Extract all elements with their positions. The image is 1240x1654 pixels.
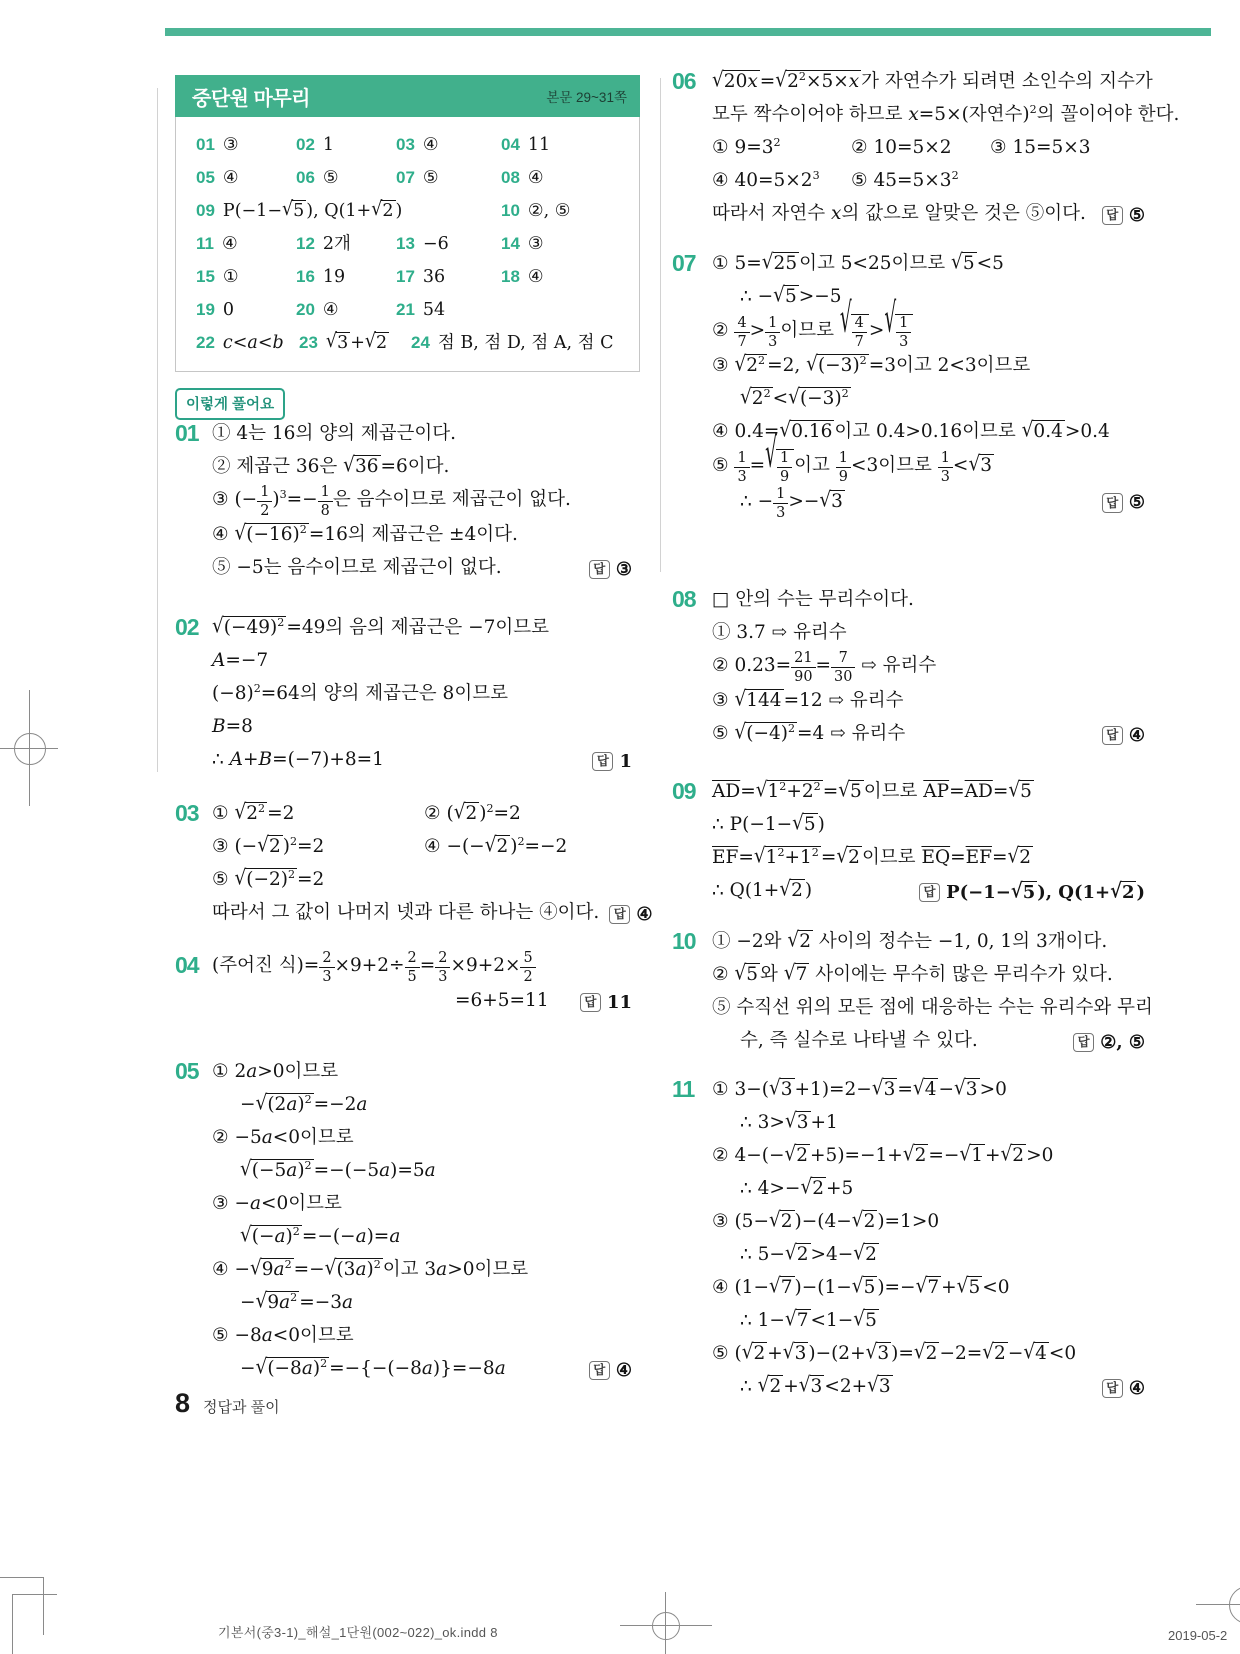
solution-body — [212, 418, 632, 585]
solution-05 — [175, 1056, 632, 1386]
solution-option: ① $√2^2 =2$ — [212, 800, 295, 824]
solution-02 — [175, 612, 632, 777]
solution-body — [712, 248, 1145, 521]
column-guide-middle — [660, 78, 661, 572]
solution-line — [212, 711, 632, 744]
registration-mark-bottom-vline — [665, 1592, 666, 1654]
crop-mark-3 — [12, 1594, 57, 1595]
solution-number: 06 — [672, 68, 696, 94]
answer-badge: 답 — [592, 752, 613, 772]
solution-line — [212, 645, 632, 678]
solution-text: ② 제곱근 36은 √36 =6이다. — [212, 453, 450, 477]
solution-line — [212, 1188, 632, 1221]
registration-mark-right — [1229, 1586, 1240, 1624]
answer-number: 11 — [196, 234, 214, 253]
answer-badge: 답 — [1102, 1379, 1123, 1399]
answer-number: 10 — [501, 201, 520, 220]
solution-number: 08 — [672, 586, 696, 612]
answer-number: 03 — [396, 135, 415, 154]
answer-number: 04 — [501, 135, 520, 154]
solution-text: (주어진 식)= $\frac{2}{3}$ ×9+2÷ $\frac{2}{5}$ = $\frac{2}{3}$ ×9+2× $\frac{5}{2}$ — [212, 950, 536, 985]
solution-06 — [672, 66, 1180, 231]
solution-line — [212, 950, 632, 985]
solution-number: 03 — [175, 800, 199, 826]
solution-option: ④ $40=5\times 2^3$ — [712, 169, 820, 191]
solution-line — [712, 1140, 1145, 1173]
solution-line — [212, 552, 632, 585]
registration-mark-bottom — [652, 1612, 680, 1640]
solution-text: ⑤ −8a<0이므로 — [212, 1325, 354, 1346]
solution-text: ⑤ 수직선 위의 모든 점에 대응하는 수는 유리수와 무리 — [712, 997, 1153, 1018]
answer — [1092, 487, 1145, 518]
solution-line — [712, 1371, 1145, 1404]
answer-number: 14 — [501, 234, 520, 253]
answer — [909, 877, 1145, 908]
solution-text: ③ $√2^2 =2$, $√(-3)^2 =3$이고 2<3이므로 — [712, 352, 1031, 377]
solution-number: 11 — [672, 1076, 695, 1102]
solution-text: ⑤ $\frac{1}{3}$ =√ $\frac{1}{9}$ 이고 $\frac{1}{9}$ <3이므로 $\frac{1}{3}$ <√3 — [712, 431, 993, 486]
solution-text: $-√(2a)^2 =-2a$ — [240, 1091, 368, 1115]
answer-value: P(−1−√5 ), Q(1+√2 ) — [946, 879, 1145, 903]
solution-text: ∴ 1−√7 <1−√5 — [740, 1307, 877, 1331]
solution-line — [712, 350, 1145, 383]
registration-mark-right-hline — [1196, 1604, 1240, 1605]
answer-value: ②, ⑤ — [1100, 1031, 1145, 1053]
answer-number: 13 — [396, 234, 415, 253]
answer-badge: 답 — [1102, 726, 1123, 746]
solution-line — [712, 99, 1180, 132]
solution-line — [712, 1173, 1145, 1206]
answer-value: −6 — [422, 234, 449, 254]
answer-badge: 답 — [1102, 206, 1123, 226]
solution-line — [212, 519, 632, 552]
solution-text: ③ (5−√2 )−(4−√2 )=1>0 — [712, 1208, 940, 1232]
solution-line — [712, 1074, 1145, 1107]
solution-line — [712, 1206, 1145, 1239]
solutions-right-column — [672, 0, 1180, 1654]
solution-body — [712, 1074, 1145, 1404]
answer-number: 01 — [196, 135, 215, 154]
print-footer-file: 기본서(중3-1)_해설_1단원(002~022)_ok.indd 8 — [218, 1625, 498, 1640]
answer-number: 16 — [296, 267, 315, 286]
solution-04 — [175, 950, 632, 1018]
answer-value: 11 — [527, 135, 551, 155]
solution-11 — [672, 1074, 1145, 1404]
solution-07 — [672, 248, 1145, 521]
solution-text: 모두 짝수이어야 하므로 x=5×(자연수)$^2$의 꼴이어야 한다. — [712, 103, 1180, 125]
solution-line — [712, 650, 1145, 685]
solution-line — [212, 1089, 632, 1122]
solution-text: ∴ 4>−√2 +5 — [740, 1175, 854, 1199]
how-to-solve-badge: 이렇게 풀어요 — [175, 388, 285, 420]
answer-badge: 답 — [589, 1361, 610, 1381]
answer-badge: 답 — [589, 560, 610, 580]
answer-badge: 답 — [1102, 493, 1123, 513]
answer-box-title: 중단원 마무리 — [192, 87, 310, 110]
answer-badge: 답 — [580, 993, 601, 1013]
answer-number: 21 — [396, 300, 415, 319]
answer-number: 07 — [396, 168, 415, 187]
solution-line — [712, 926, 1145, 959]
registration-mark-bottom-hline — [620, 1625, 712, 1626]
answer-value: 1 — [322, 135, 335, 155]
solution-line — [212, 418, 632, 451]
solution-01 — [175, 418, 632, 585]
answer-number: 20 — [296, 300, 315, 319]
solution-body — [712, 776, 1145, 908]
solution-text: 따라서 그 값이 나머지 넷과 다른 하나는 ④이다. — [212, 902, 600, 923]
solution-09 — [672, 776, 1145, 908]
answer-value: 2개 — [322, 234, 351, 254]
solution-line — [712, 718, 1145, 751]
solution-text: ② $\frac{4}{7}$ > $\frac{1}{3}$ 이므로 √ $\frac{4}{7}$ >√ $\frac{1}{3}$ — [712, 314, 913, 350]
answer — [1092, 1373, 1145, 1404]
answer-number: 19 — [196, 300, 215, 319]
solution-body — [712, 66, 1180, 231]
solution-number: 09 — [672, 778, 696, 804]
answer-number: 24 — [411, 333, 430, 352]
solution-line — [212, 744, 632, 777]
solution-option: ④ −(−√2 )$^2$=−2 — [424, 833, 568, 857]
answer-value: ④ — [636, 903, 653, 925]
solution-text: ① 3−(√3 +1)=2−√3 =√4 −√3 >0 — [712, 1076, 1007, 1100]
solution-line — [212, 1155, 632, 1188]
solution-text: =6+5=11 — [455, 990, 549, 1012]
crop-mark-4 — [12, 1594, 13, 1654]
solution-line — [712, 1107, 1145, 1140]
answer-number: 23 — [299, 333, 318, 352]
answer-number: 22 — [196, 333, 215, 352]
answer-value: ⑤ — [322, 168, 339, 188]
answer-value: 19 — [322, 267, 346, 287]
solution-line — [712, 584, 1145, 617]
answer-value: 1 — [619, 750, 632, 772]
crop-mark-2 — [43, 1577, 44, 1635]
answer — [579, 554, 632, 585]
answer-value: 36 — [422, 267, 446, 287]
solution-line — [712, 842, 1145, 875]
solution-text: B=8 — [212, 716, 253, 737]
solution-text: □ 안의 수는 무리수이다. — [712, 589, 914, 610]
solution-text: ③ −a<0이므로 — [212, 1193, 342, 1214]
answer — [1063, 1027, 1145, 1058]
solution-text: ① −2와 √2 사이의 정수는 −1, 0, 1의 3개이다. — [712, 928, 1108, 952]
solution-03 — [175, 798, 653, 930]
solution-line — [712, 1338, 1145, 1371]
solution-number: 07 — [672, 250, 696, 276]
answer-value: ⑤ — [1128, 492, 1145, 514]
print-footer-date: 2019-05-2 — [1168, 1628, 1228, 1643]
solution-line — [712, 296, 1145, 351]
answer-badge: 답 — [609, 905, 630, 925]
solution-text: ∴ − $\frac{1}{3}$ >−√3 — [740, 485, 843, 521]
solution-text: $√(-a)^2 =-(-a)=a$ — [240, 1223, 401, 1247]
solution-body — [712, 926, 1153, 1058]
solution-text: ⑤ −5는 음수이므로 제곱근이 없다. — [212, 557, 502, 579]
solution-option: ③ (−√2 )$^2$=2 — [212, 833, 325, 857]
solution-line — [212, 897, 653, 930]
registration-mark-left-vline — [29, 690, 30, 806]
solution-line — [212, 1254, 632, 1287]
answer — [1092, 200, 1145, 231]
solution-text: $√(-5a)^2 =-(-5a)=5a$ — [240, 1157, 436, 1181]
solution-line — [212, 1287, 632, 1320]
solution-text: ⑤ $√(-4)^2 =4$ ⇨ 유리수 — [712, 720, 906, 745]
solution-line — [212, 1221, 632, 1254]
solution-text: $√2^2 <√(-3)^2$ — [740, 385, 849, 410]
solution-text: 수, 즉 실수로 나타낼 수 있다. — [740, 1030, 978, 1051]
solution-text: $-√(-8a)^2 =-\{-(-8a)\}=-8a$ — [240, 1355, 506, 1379]
solution-line — [712, 1239, 1145, 1272]
solution-line — [712, 198, 1145, 231]
solution-text: $(-8)^2=64$의 양의 제곱근은 8이므로 — [212, 682, 508, 704]
solution-line — [712, 281, 1145, 314]
crop-mark-1 — [0, 1577, 43, 1578]
solution-line — [712, 132, 1145, 165]
solution-number: 02 — [175, 614, 199, 640]
answer — [579, 1355, 632, 1386]
solution-text: ⑤ $√(-2)^2 =2$ — [212, 866, 325, 890]
solution-number: 10 — [672, 928, 696, 954]
solution-line — [212, 798, 632, 831]
solution-line — [212, 1320, 632, 1353]
answer-value: ④ — [615, 1359, 632, 1381]
solution-text: $√(-49)^2 =49$의 음의 제곱근은 −7이므로 — [212, 614, 550, 638]
answer-value: ④ — [222, 168, 239, 188]
solution-text: $\overline{EF}=√1^2+1^2 =√2$ 이므로 $\overline{EQ}=\overline{EF}=√2$ — [712, 844, 1032, 868]
solution-body — [712, 584, 1145, 751]
solution-line — [712, 1025, 1145, 1058]
solution-number: 01 — [175, 420, 199, 446]
solution-text: ③ √144 =12 ⇨ 유리수 — [712, 687, 904, 712]
answer-value: ④ — [1128, 1377, 1145, 1399]
solution-line — [712, 1305, 1145, 1338]
solution-line — [712, 809, 1145, 842]
solution-number: 04 — [175, 952, 199, 978]
answer-value: ④ — [527, 168, 544, 188]
solution-line — [212, 1122, 632, 1155]
solution-line — [212, 831, 632, 864]
solution-text: ③ (− $\frac{1}{2}$ )$^3$=− $\frac{1}{8}$ 은 음수이므로 제곱근이 없다. — [212, 484, 571, 520]
answer-value: ⑤ — [1128, 204, 1145, 226]
solution-text: ② √5 와 √7 사이에는 무수히 많은 무리수가 있다. — [712, 961, 1113, 985]
solution-text: ∴ √2 +√3 <2+√3 — [740, 1373, 891, 1397]
answer-number: 12 — [296, 234, 315, 253]
solution-option: ① $9=3^2$ — [712, 136, 781, 158]
answer-value: ⑤ — [422, 168, 439, 188]
solution-text: ② 4−(−√2 +5)=−1+√2 =−√1 +√2 >0 — [712, 1142, 1054, 1166]
answer-number: 17 — [396, 267, 415, 286]
solution-line — [712, 617, 1145, 650]
solution-08 — [672, 584, 1145, 751]
page-number: 8 — [175, 1388, 191, 1418]
solution-line — [212, 985, 632, 1018]
answer-number: 02 — [296, 135, 315, 154]
answer-value: 점 B, 점 D, 점 A, 점 C — [437, 333, 614, 353]
answer-number: 09 — [196, 201, 215, 220]
solution-line — [712, 1272, 1145, 1305]
answer — [599, 899, 652, 930]
solution-body — [212, 798, 653, 930]
answer-value: ① — [222, 267, 239, 287]
solution-line — [212, 864, 632, 897]
solution-line — [712, 165, 1145, 198]
answer-value: 54 — [422, 300, 446, 320]
answer-value: ④ — [221, 234, 238, 254]
solution-text: ② −5a<0이므로 — [212, 1127, 354, 1148]
answer-value: ④ — [527, 267, 544, 287]
answer — [582, 746, 632, 777]
answer-number: 08 — [501, 168, 520, 187]
solution-text: ① 5=√25 이고 5<25이므로 √5 <5 — [712, 250, 1004, 274]
answer-number: 05 — [196, 168, 215, 187]
answer-value: √3 +√2 — [325, 330, 388, 353]
answer-value: P(−1−√5 ), Q(1+√2 ) — [222, 198, 403, 221]
solution-line — [212, 484, 632, 519]
solution-line — [712, 383, 1145, 416]
solution-line — [712, 248, 1145, 281]
solution-text: A=−7 — [212, 650, 269, 671]
page-footer-label: 정답과 풀이 — [203, 1399, 280, 1416]
solution-line — [212, 612, 632, 645]
solution-line — [712, 431, 1145, 486]
answer-value: ④ — [322, 300, 339, 320]
answer-number: 18 — [501, 267, 520, 286]
answer-value: ②, ⑤ — [527, 201, 571, 221]
solution-text: ④ $√(-16)^2 =16$의 제곱근은 ±4이다. — [212, 521, 518, 546]
solution-number: 05 — [175, 1058, 199, 1084]
solution-line — [712, 776, 1145, 809]
solution-line — [712, 875, 1145, 908]
solution-text: ∴ −√5 >−5 — [740, 283, 842, 307]
answer-value: 0 — [222, 300, 235, 320]
answer-value: ③ — [222, 135, 239, 155]
solution-body — [212, 612, 632, 777]
answer-box-page-ref: 본문 29~31쪽 — [546, 90, 627, 105]
column-guide-left — [157, 88, 158, 772]
answer — [1092, 720, 1145, 751]
answer-number: 06 — [296, 168, 315, 187]
page-footer — [175, 1388, 280, 1419]
solution-text: $√20x =√2^2\times 5\times x$ 가 자연수가 되려면 소인수의 지수가 — [712, 68, 1153, 92]
solution-body — [212, 950, 632, 1018]
solution-line — [712, 486, 1145, 521]
solution-option: ③ 15=5×3 — [990, 137, 1091, 158]
solution-10 — [672, 926, 1153, 1058]
solution-text: ② 0.23̇= $\frac{21}{90}$ = $\frac{7}{30}$ ⇨ 유리수 — [712, 650, 937, 686]
answer-badge: 답 — [919, 883, 940, 903]
solution-text: ④ (1−√7 )−(1−√5 )=−√7 +√5 <0 — [712, 1274, 1010, 1298]
solution-text: ④ 0.4=√0.16 이고 0.4>0.16이므로 √0.4 >0.4 — [712, 418, 1110, 443]
solution-body — [212, 1056, 632, 1386]
solution-text: ⑤ (√2 +√3 )−(2+√3 )=√2 −2=√2 −√4 <0 — [712, 1340, 1077, 1364]
solution-text: ① 4는 16의 양의 제곱근이다. — [212, 423, 457, 444]
solution-line — [212, 451, 632, 484]
solution-text: ① 3.7 ⇨ 유리수 — [712, 622, 847, 643]
solution-option: ② (√2 )$^2$=2 — [424, 800, 521, 824]
solution-line — [212, 1056, 632, 1089]
answer-value: c<a<b — [222, 333, 284, 353]
solution-line — [712, 959, 1145, 992]
solution-text: 따라서 자연수 x의 값으로 알맞은 것은 ⑤이다. — [712, 203, 1086, 224]
answer-badge: 답 — [1073, 1033, 1094, 1053]
solution-line — [212, 1353, 632, 1386]
answer-value: ③ — [527, 234, 544, 254]
solution-option: ⑤ $45=5\times 3^2$ — [851, 169, 959, 191]
solution-line — [712, 66, 1153, 99]
solution-text: ∴ 3>√3 +1 — [740, 1109, 838, 1133]
answer-value: ③ — [615, 559, 632, 581]
solution-line — [712, 992, 1153, 1025]
registration-mark-left — [14, 733, 46, 765]
answer-value: ④ — [1128, 725, 1145, 747]
solution-text: ∴ Q(1+√2 ) — [712, 877, 813, 901]
solution-text: $\overline{AD}=√1^2+2^2 =√5$ 이므로 $\overline{AP}=\overline{AD}=√5$ — [712, 778, 1032, 802]
solution-text: ① 2a>0이므로 — [212, 1061, 339, 1082]
solution-text: ∴ 5−√2 >4−√2 — [740, 1241, 877, 1265]
solution-text: ④ $-√9a^2 =-√(3a)^2$ 이고 3a>0이므로 — [212, 1256, 529, 1280]
answer — [570, 987, 632, 1018]
solution-text: ∴ A+B=(−7)+8=1 — [212, 749, 384, 770]
answer-value: ④ — [422, 135, 439, 155]
solution-option: ② 10=5×2 — [851, 137, 952, 158]
solution-text: ∴ P(−1−√5 ) — [712, 811, 825, 835]
solution-text: $-√9a^2 =-3a$ — [240, 1289, 353, 1313]
solution-line — [712, 685, 1145, 718]
answer-number: 15 — [196, 267, 215, 286]
solution-line — [212, 678, 632, 711]
answer-value: 11 — [606, 992, 632, 1014]
